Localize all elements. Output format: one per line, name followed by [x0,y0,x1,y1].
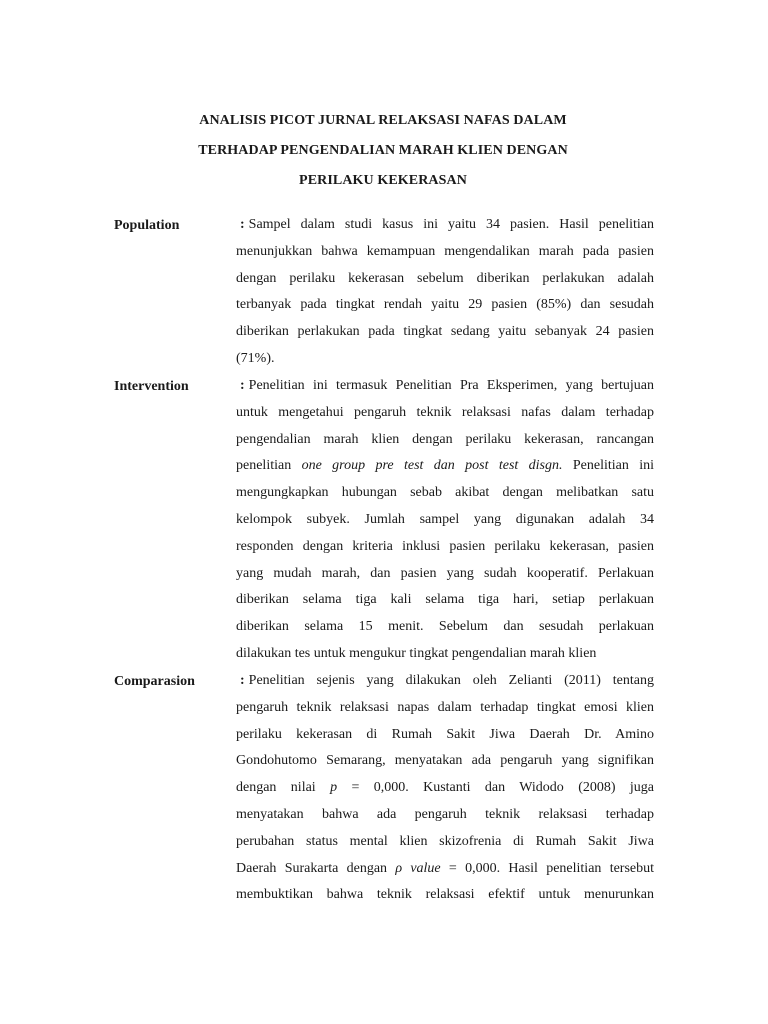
intervention-line-6: kelompok subyek. Jumlah sampel yang digunakan adalah 34 [236,511,654,527]
comparasion-line-9: membuktikan bahwa teknik relaksasi efektif untuk menurunkan [236,887,654,903]
title-line-1: ANALISIS PICOT JURNAL RELAKSASI NAFAS DALAM [199,113,567,128]
comparasion-line-8 [236,856,654,883]
intervention-line-5: mengungkapkan hubungan sebab akibat dengan melibatkan satu [236,485,654,501]
comparasion-line-7: perubahan status mental klien skizofrenia di Rumah Sakit Jiwa [236,833,654,849]
population-line-2: menunjukkan bahwa kemampuan mengendalikan marah pada pasien [236,243,654,259]
comparasion-text [236,668,654,909]
intervention-line-4-c: Penelitian ini [562,458,655,474]
intervention-line-3: pengendalian marah klien dengan perilaku kekerasan, rancangan [236,431,654,447]
intervention-line-8: yang mudah marah, dan pasien yang sudah kooperatif. Perlakuan [236,565,654,581]
comparasion-line-8-c: = 0,000. Hasil penelitian tersebut [440,860,655,876]
population-line-6: (71%). [236,350,275,366]
comparasion-line-4: Gondohutomo Semarang, menyatakan ada pengaruh yang signifikan [236,753,654,769]
intervention-line-7: responden dengan kriteria inklusi pasien perilaku kekerasan, pasien [236,538,654,554]
comparasion-line-3: perilaku kekerasan di Rumah Sakit Jiwa Daerah Dr. Amino [236,726,654,742]
population-label: Population [114,218,180,233]
intervention-text [236,373,654,668]
title-line-2: TERHADAP PENGENDALIAN MARAH KLIEN DENGAN [198,143,568,158]
intervention-label: Intervention [114,379,189,394]
title-line-3: PERILAKU KEKERASAN [299,173,467,188]
intervention-line-4 [236,453,654,480]
comparasion-rho-value-italic: ρ value [395,860,441,876]
comparasion-line-5-a: dengan nilai [236,780,331,796]
intervention-colon: : [240,378,245,393]
comparasion-line-5 [236,775,654,802]
population-line-1: Sampel dalam studi kasus ini yaitu 34 pasien. Hasil penelitian [248,217,654,232]
comparasion-line-1: Penelitian sejenis yang dilakukan oleh Zelianti (2011) tentang [248,673,654,688]
comparasion-label: Comparasion [114,674,195,689]
comparasion-line-2: pengaruh teknik relaksasi napas dalam terhadap tingkat emosi klien [236,699,654,715]
intervention-line-4-a: penelitian [236,458,302,474]
intervention-line-9: diberikan selama tiga kali selama tiga hari, setiap perlakuan [236,592,654,608]
intervention-line-11: dilakukan tes untuk mengukur tingkat pengendalian marah klien [236,645,597,661]
comparasion-p-italic: p [330,780,338,796]
comparasion-line-5-c: = 0,000. Kustanti dan Widodo (2008) juga [337,780,654,796]
population-line-3: dengan perilaku kekerasan sebelum diberikan perlakukan adalah [236,270,654,286]
population-text [236,212,654,373]
comparasion-line-6: menyatakan bahwa ada pengaruh teknik relaksasi terhadap [236,806,654,822]
intervention-line-1: Penelitian ini termasuk Penelitian Pra Eksperimen, yang bertujuan [248,378,654,393]
document-title [100,106,666,196]
comparasion-line-8-a: Daerah Surakarta dengan [236,860,396,876]
population-colon: : [240,217,245,232]
comparasion-colon: : [240,673,245,688]
intervention-line-2: untuk mengetahui pengaruh teknik relaksasi nafas dalam terhadap [236,404,654,420]
population-line-5: diberikan perlakukan pada tingkat sedang yaitu sebanyak 24 pasien [236,324,654,340]
intervention-design-italic: one group pre test dan post test disgn. [301,458,563,474]
intervention-line-10: diberikan selama 15 menit. Sebelum dan sesudah perlakuan [236,619,654,635]
population-line-4: terbanyak pada tingkat rendah yaitu 29 pasien (85%) dan sesudah [236,297,654,313]
